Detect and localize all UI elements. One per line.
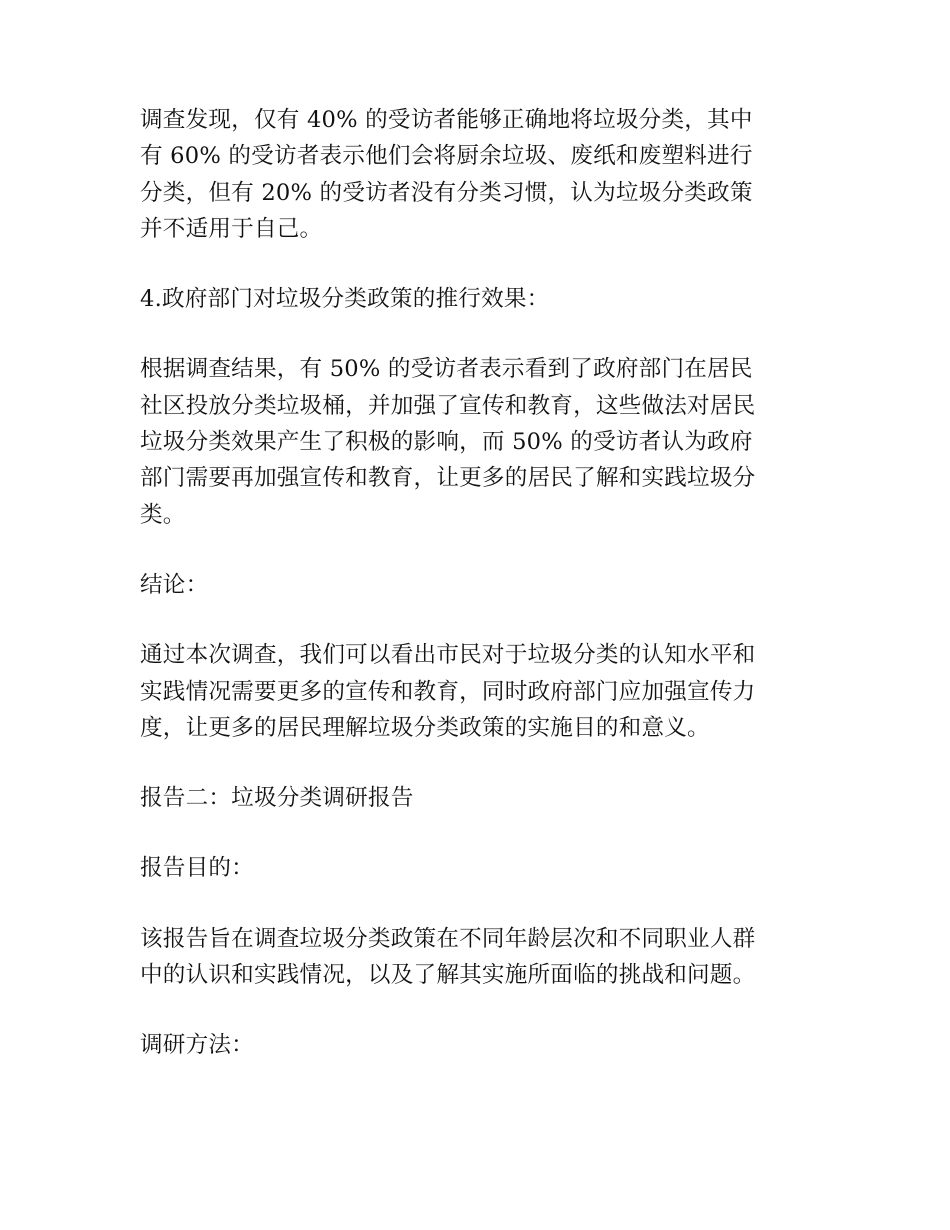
heading-text: 结论： [140,571,209,598]
text-line: 并不适用于自己。 [140,215,323,242]
text-line: 分类，但有 20% 的受访者没有分类习惯，认为垃圾分类政策 [140,179,753,206]
text-line: 实践情况需要更多的宣传和教育，同时政府部门应加强宣传力 [140,678,756,705]
text-line: 调查发现，仅有 40% 的受访者能够正确地将垃圾分类，其中 [140,107,753,133]
heading-text: 报告二：垃圾分类调研报告 [140,785,414,812]
paragraph-government-effect [140,351,812,532]
document-body [140,102,812,1098]
text-line: 通过本次调查，我们可以看出市民对于垃圾分类的认知水平和 [140,642,756,669]
paragraph-conclusion [140,637,812,746]
section-heading-report-purpose [140,850,812,886]
heading-text: 4.政府部门对垃圾分类政策的推行效果： [140,286,550,313]
text-line: 根据调查结果，有 50% 的受访者表示看到了政府部门在居民 [140,356,753,383]
paragraph-report-purpose [140,921,812,994]
text-line: 社区投放分类垃圾桶，并加强了宣传和教育，这些做法对居民 [140,392,756,419]
heading-text: 报告目的： [140,855,254,882]
section-heading-conclusion [140,567,812,603]
text-line: 度，让更多的居民理解垃圾分类政策的实施目的和意义。 [140,714,710,741]
text-line: 类。 [140,501,186,528]
report-two-title [140,780,812,816]
text-line: 垃圾分类效果产生了积极的影响，而 50% 的受访者认为政府 [140,429,753,456]
text-line: 部门需要再加强宣传和教育，让更多的居民了解和实践垃圾分 [140,465,756,492]
text-line: 中的认识和实践情况，以及了解其实施所面临的挑战和问题。 [140,962,756,989]
text-line: 有 60% 的受访者表示他们会将厨余垃圾、废纸和废塑料进行 [140,143,753,170]
section-heading-research-method [140,1027,812,1063]
paragraph-sorting-findings [140,102,812,247]
heading-text: 调研方法： [140,1032,254,1059]
section-heading-government-effect [140,281,812,317]
text-line: 该报告旨在调查垃圾分类政策在不同年龄层次和不同职业人群 [140,925,756,952]
